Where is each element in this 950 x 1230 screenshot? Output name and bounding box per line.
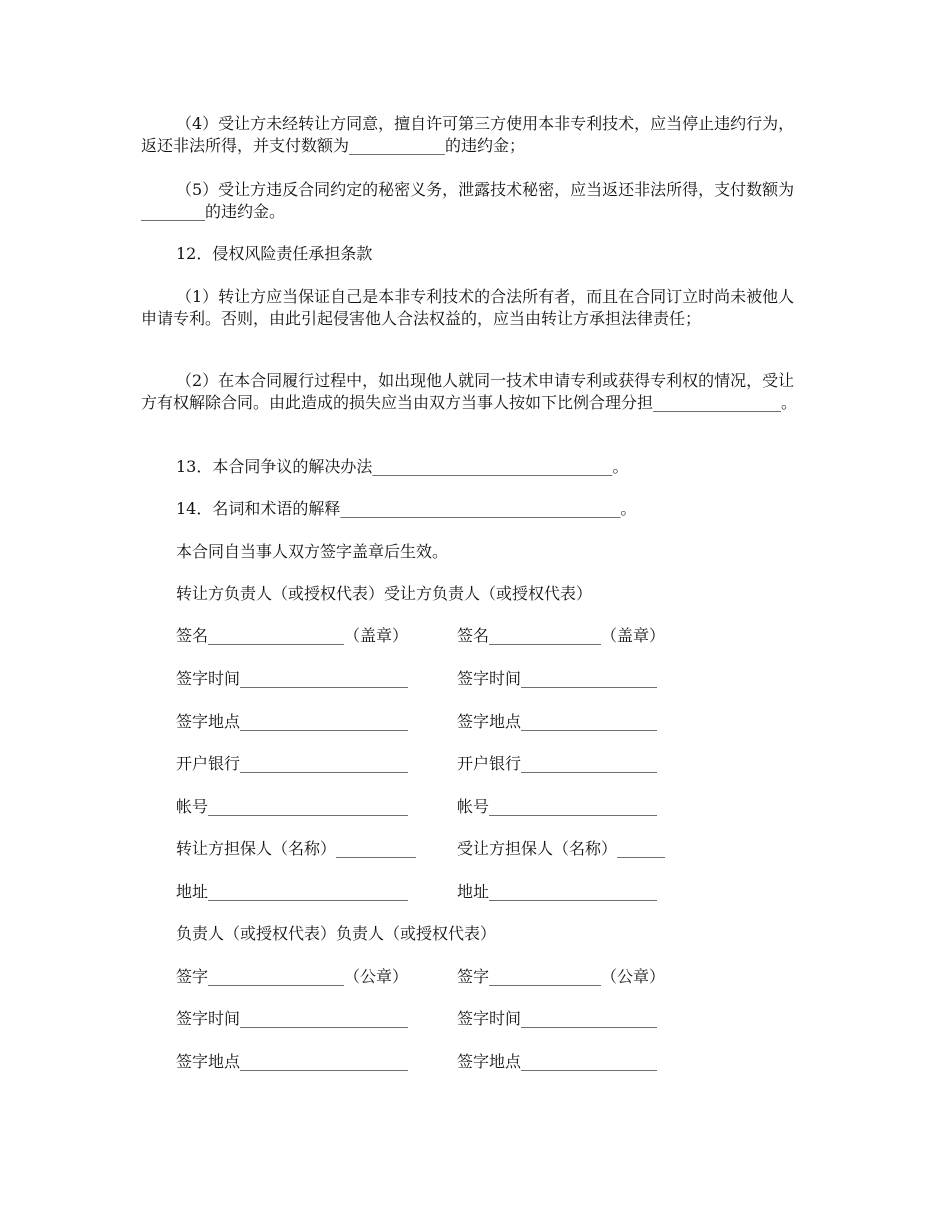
signature-row-right: 地址_____________________ bbox=[457, 882, 658, 901]
signature-row-right: 受让方担保人（名称）______ bbox=[457, 839, 666, 858]
guarantor-row-left: 签字_________________（公章） bbox=[176, 967, 409, 986]
guarantor-row-right: 签字______________（公章） bbox=[457, 967, 666, 986]
signature-row-left: 签字地点_____________________ bbox=[176, 712, 409, 731]
section-14: 14．名词和术语的解释___________________________________。 bbox=[176, 499, 637, 518]
clause-5 bbox=[141, 179, 805, 223]
clause-4-text: （4）受让方未经转让方同意，擅自许可第三方使用本非专利技术，应当停止违约行为，返还非法所得，并支付数额为____________的违约金； bbox=[141, 114, 795, 155]
signature-row bbox=[176, 881, 408, 903]
signature-row-right: 帐号_____________________ bbox=[457, 797, 658, 816]
guarantor-row bbox=[176, 966, 408, 988]
clause-5-text: （5）受让方违反合同约定的秘密义务，泄露技术秘密，应当返还非法所得，支付数额为________的违约金。 bbox=[141, 180, 795, 221]
guarantor-row bbox=[176, 1051, 408, 1073]
clause-12-2-text: （2）在本合同履行过程中，如出现他人就同一技术申请专利或获得专利权的情况，受让方有权解除合同。由此造成的损失应当由双方当事人按如下比例合理分担________________。 bbox=[141, 371, 798, 412]
signature-row-left: 地址_________________________ bbox=[176, 882, 409, 901]
clause-12-1 bbox=[141, 286, 805, 330]
signature-row-right: 签字时间_________________ bbox=[457, 669, 658, 688]
signature-row-left: 签名_________________（盖章） bbox=[176, 626, 409, 645]
signature-row-left: 开户银行_____________________ bbox=[176, 754, 409, 773]
signature-row bbox=[176, 796, 408, 818]
signature-row bbox=[176, 711, 408, 733]
signature-row-right: 签名______________（盖章） bbox=[457, 626, 666, 645]
guarantor-row-right: 签字地点_________________ bbox=[457, 1052, 658, 1071]
signature-row-left: 帐号_________________________ bbox=[176, 797, 409, 816]
guarantor-row-left: 签字时间_____________________ bbox=[176, 1009, 409, 1028]
clause-12-2 bbox=[141, 370, 805, 414]
section-12-title: 12．侵权风险责任承担条款 bbox=[176, 244, 373, 263]
signature-row-left: 签字时间_____________________ bbox=[176, 669, 409, 688]
signature-row bbox=[176, 668, 408, 690]
signature-row-left: 转让方担保人（名称）__________ bbox=[176, 839, 417, 858]
guarantor-row-left: 签字地点_____________________ bbox=[176, 1052, 409, 1071]
signature-row bbox=[176, 625, 408, 647]
guarantor-row-right: 签字时间_________________ bbox=[457, 1009, 658, 1028]
parties-header: 转让方负责人（或授权代表）受让方负责人（或授权代表） bbox=[176, 584, 593, 603]
effective-clause: 本合同自当事人双方签字盖章后生效。 bbox=[176, 542, 449, 561]
signature-row-right: 签字地点_________________ bbox=[457, 712, 658, 731]
signature-row bbox=[176, 753, 408, 775]
clause-4 bbox=[141, 113, 805, 157]
guarantor-row bbox=[176, 1008, 408, 1030]
signature-row bbox=[176, 838, 416, 860]
clause-12-1-text: （1）转让方应当保证自己是本非专利技术的合法所有者，而且在合同订立时尚未被他人申请专利。否则，由此引起侵害他人合法权益的，应当由转让方承担法律责任； bbox=[141, 287, 795, 328]
guarantor-header: 负责人（或授权代表）负责人（或授权代表） bbox=[176, 924, 497, 943]
section-13: 13．本合同争议的解决办法______________________________。 bbox=[176, 457, 629, 476]
signature-row-right: 开户银行_________________ bbox=[457, 754, 658, 773]
